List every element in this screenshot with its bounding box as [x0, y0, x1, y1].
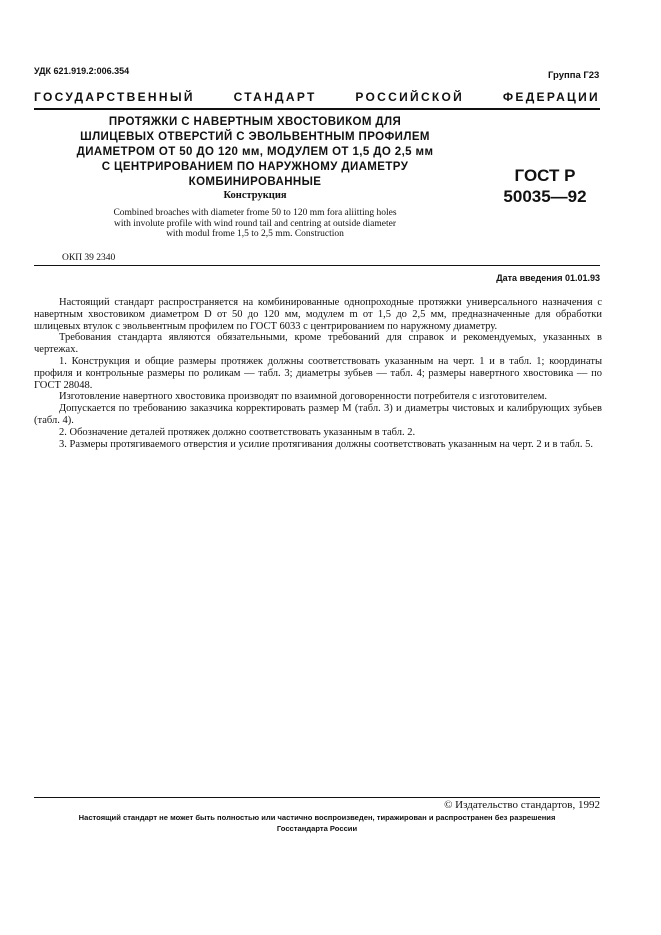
- english-title-line: with modul frome 1,5 to 2,5 mm. Construction: [166, 229, 344, 239]
- document-subtitle: Конструкция: [223, 190, 287, 201]
- okp-code: ОКП 39 2340: [62, 253, 116, 263]
- paragraph-clause-1: 1. Конструкция и общие размеры протяжек должны соответствовать указанным на черт. 1 и в табл. 1; координаты профиля и контрольные размеры по роликам — табл. 3; диаметры зубьев — табл. 4; размеры навертного хвостовика — по ГОСТ 28048.: [34, 355, 602, 391]
- banner-word: ГОСУДАРСТВЕННЫЙ: [34, 90, 195, 104]
- document-title: [60, 115, 450, 190]
- notice-line: Госстандарта России: [276, 824, 358, 833]
- english-title-line: with involute profile with wind round tail and centring at outside diameter: [113, 218, 397, 229]
- paragraph-clause-3: 3. Размеры протягиваемого отверстия и усилие протягивания должны соответствовать указанным на черт. 2 и в табл. 5.: [59, 438, 593, 450]
- paragraph-clause-2: 2. Обозначение деталей протяжек должно соответствовать указанным в табл. 2.: [59, 426, 416, 438]
- title-line: ПРОТЯЖКИ С НАВЕРТНЫМ ХВОСТОВИКОМ ДЛЯ: [108, 116, 402, 128]
- reproduction-notice: [34, 812, 600, 834]
- title-line: С ЦЕНТРИРОВАНИЕМ ПО НАРУЖНОМУ ДИАМЕТРУ: [101, 161, 409, 173]
- gost-label: ГОСТ Р: [514, 166, 576, 185]
- paragraph-correction: Допускается по требованию заказчика корректировать размер M (табл. 3) и диаметры чистовых и калибрующих зубьев (табл. 4).: [34, 403, 602, 426]
- notice-line: Настоящий стандарт не может быть полностью или частично воспроизведен, тиражирован и распространен без разрешения: [78, 813, 556, 822]
- paragraph-manufacture: Изготовление навертного хвостовика производят по взаимной договоренности потребителя с изготовителем.: [59, 391, 548, 403]
- title-line: ШЛИЦЕВЫХ ОТВЕРСТИЙ С ЭВОЛЬВЕНТНЫМ ПРОФИЛЕМ: [80, 131, 430, 143]
- paragraph-scope: Настоящий стандарт распространяется на комбинированные однопроходные протяжки универсального назначения с навертным хвостовиком диаметром D от 50 до 120 мм, модулем m от 1,5 до 2,5 мм, предназначенные для обработки шлицевых втулок с эвольвентным профилем по ГОСТ 6033 с центрированием по наружному диаметру.: [34, 297, 602, 332]
- paragraph-requirements: Требования стандарта являются обязательными, кроме требований для справок и рекомендуемых, указанных в чертежах.: [34, 332, 602, 356]
- gost-id: 50035—92: [503, 187, 587, 206]
- banner-word: ФЕДЕРАЦИИ: [502, 90, 600, 104]
- standard-banner: [34, 90, 600, 104]
- english-title: [60, 208, 450, 240]
- banner-word: СТАНДАРТ: [233, 90, 317, 104]
- english-title-line: Combined broaches with diameter frome 50 to 120 mm fora aliitting holes: [113, 208, 397, 218]
- title-rule: [34, 265, 600, 266]
- introduction-date: Дата введения 01.01.93: [496, 273, 600, 283]
- footer-rule: [34, 797, 600, 798]
- gost-number: [495, 165, 595, 207]
- udk-code: УДК 621.919.2:006.354: [34, 66, 130, 76]
- document-body: [34, 297, 602, 450]
- copyright-notice: © Издательство стандартов, 1992: [444, 799, 600, 811]
- title-line: КОМБИНИРОВАННЫЕ: [188, 176, 322, 188]
- banner-word: РОССИЙСКОЙ: [355, 90, 465, 104]
- header-rule: [34, 108, 600, 110]
- title-line: ДИАМЕТРОМ ОТ 50 ДО 120 мм, МОДУЛЕМ ОТ 1,5 ДО 2,5 мм: [76, 146, 434, 158]
- group-code: Группа Г23: [548, 70, 600, 81]
